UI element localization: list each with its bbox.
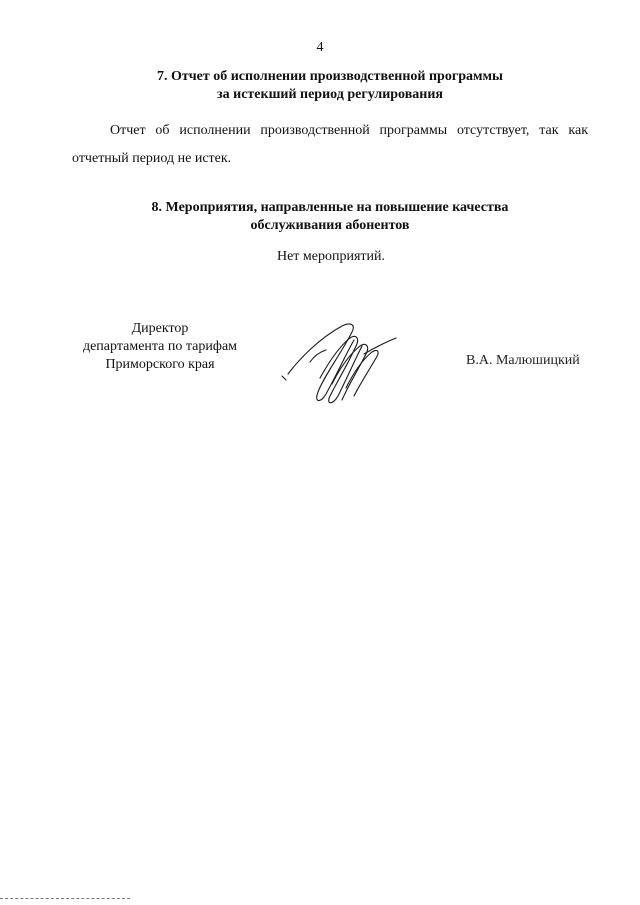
signatory-position-line-3: Приморского края xyxy=(105,357,215,372)
signatory-position xyxy=(60,320,260,374)
handwritten-signature xyxy=(280,318,400,408)
section-7-paragraph-line-2: отчетный период не истек. xyxy=(72,151,232,166)
signatory-position-line-1: Директор xyxy=(131,321,189,336)
section-8-heading xyxy=(100,199,560,235)
section-8-paragraph: Нет мероприятий. xyxy=(276,249,386,264)
section-7-paragraph xyxy=(72,117,588,173)
signatory-position-line-2: департамента по тарифам xyxy=(82,339,238,354)
footer-divider xyxy=(0,898,130,899)
section-8-heading-line-1: 8. Мероприятия, направленные на повышение качества xyxy=(151,200,509,215)
page-number: 4 xyxy=(316,40,324,55)
section-7-heading xyxy=(100,68,560,104)
section-7-heading-line-1: 7. Отчет об исполнении производственной программы xyxy=(156,69,503,84)
section-8-heading-line-2: обслуживания абонентов xyxy=(250,218,410,233)
section-7-paragraph-line-1: Отчет об исполнении производственной программы отсутствует, так как xyxy=(110,123,588,138)
section-7-heading-line-2: за истекший период регулирования xyxy=(217,87,443,102)
signatory-name: В.А. Малюшицкий xyxy=(466,353,580,368)
